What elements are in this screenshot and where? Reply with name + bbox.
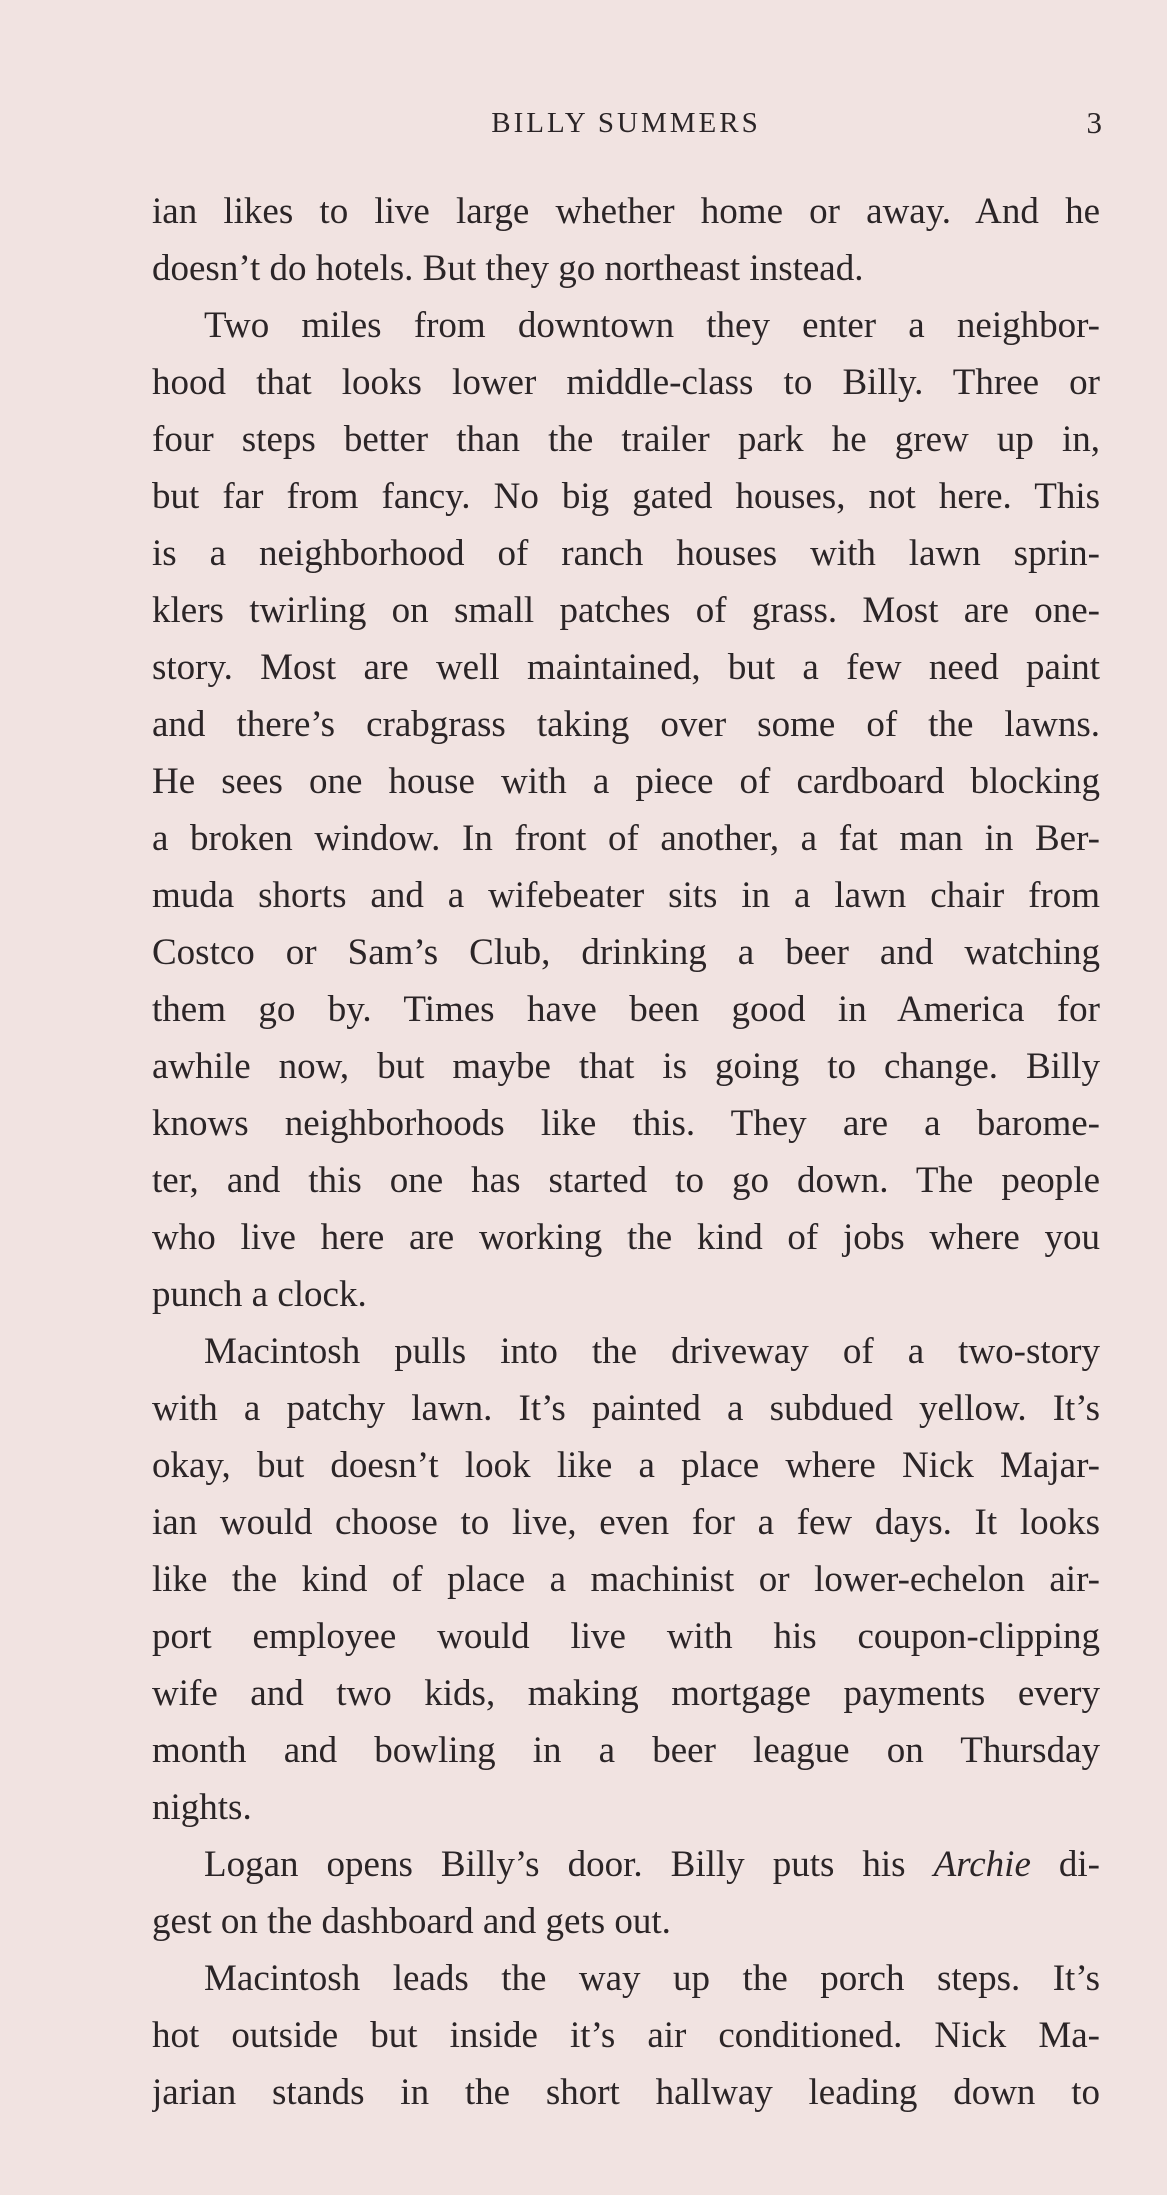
running-head <box>150 100 1102 146</box>
book-title-italic: Archie <box>933 1844 1031 1885</box>
text-line: ian would choose to live, even for a few days. It looks <box>152 1502 1100 1543</box>
text-line: port employee would live with his coupon-clipping <box>152 1616 1100 1657</box>
text-line: Costco or Sam’s Club, drinking a beer and watching <box>152 932 1100 973</box>
text-line: but far from fancy. No big gated houses, not here. This <box>152 476 1100 517</box>
body-text <box>152 183 1100 2121</box>
text-line: gest on the dashboard and gets out. <box>152 1901 671 1942</box>
text-line: who live here are working the kind of jobs where you <box>152 1217 1100 1258</box>
running-title: BILLY SUMMERS <box>491 107 761 139</box>
text-line: like the kind of place a machinist or lower-echelon air- <box>152 1559 1100 1600</box>
text-line: doesn’t do hotels. But they go northeast instead. <box>152 248 864 289</box>
text-line: ter, and this one has started to go down. The people <box>152 1160 1100 1201</box>
text-line: and there’s crabgrass taking over some of the lawns. <box>152 704 1100 745</box>
text-line: story. Most are well maintained, but a few need paint <box>152 647 1100 688</box>
text-line: a broken window. In front of another, a fat man in Ber- <box>152 818 1100 859</box>
text-line: wife and two kids, making mortgage payments every <box>152 1673 1100 1714</box>
text-line: nights. <box>152 1787 252 1828</box>
text-line: He sees one house with a piece of cardboard blocking <box>152 761 1100 802</box>
text-line: ian likes to live large whether home or away. And he <box>152 191 1100 232</box>
text-line: knows neighborhoods like this. They are a barome- <box>152 1103 1100 1144</box>
text-line: jarian stands in the short hallway leading down to <box>152 2072 1100 2113</box>
text-line: muda shorts and a wifebeater sits in a lawn chair from <box>152 875 1100 916</box>
text-line: Two miles from downtown they enter a neighbor- <box>204 305 1100 346</box>
page-number: 3 <box>1086 105 1102 140</box>
text-segment: Logan opens Billy’s door. Billy puts his <box>204 1844 906 1885</box>
text-line: hot outside but inside it’s air conditioned. Nick Ma- <box>152 2015 1100 2056</box>
text-line: hood that looks lower middle-class to Billy. Three or <box>152 362 1100 403</box>
text-line: month and bowling in a beer league on Thursday <box>152 1730 1100 1771</box>
text-line: Macintosh leads the way up the porch steps. It’s <box>204 1958 1100 1999</box>
text-line: them go by. Times have been good in America for <box>152 989 1100 1030</box>
text-line: punch a clock. <box>152 1274 367 1315</box>
text-line: klers twirling on small patches of grass. Most are one- <box>152 590 1100 631</box>
text-line: okay, but doesn’t look like a place where Nick Majar- <box>152 1445 1100 1486</box>
text-segment: di- <box>1058 1844 1100 1885</box>
text-line: four steps better than the trailer park he grew up in, <box>152 419 1100 460</box>
text-line <box>152 1836 1100 1893</box>
text-line: with a patchy lawn. It’s painted a subdued yellow. It’s <box>152 1388 1100 1429</box>
text-line: is a neighborhood of ranch houses with lawn sprin- <box>152 533 1100 574</box>
text-line: Macintosh pulls into the driveway of a two-story <box>204 1331 1100 1372</box>
text-line: awhile now, but maybe that is going to change. Billy <box>152 1046 1100 1087</box>
